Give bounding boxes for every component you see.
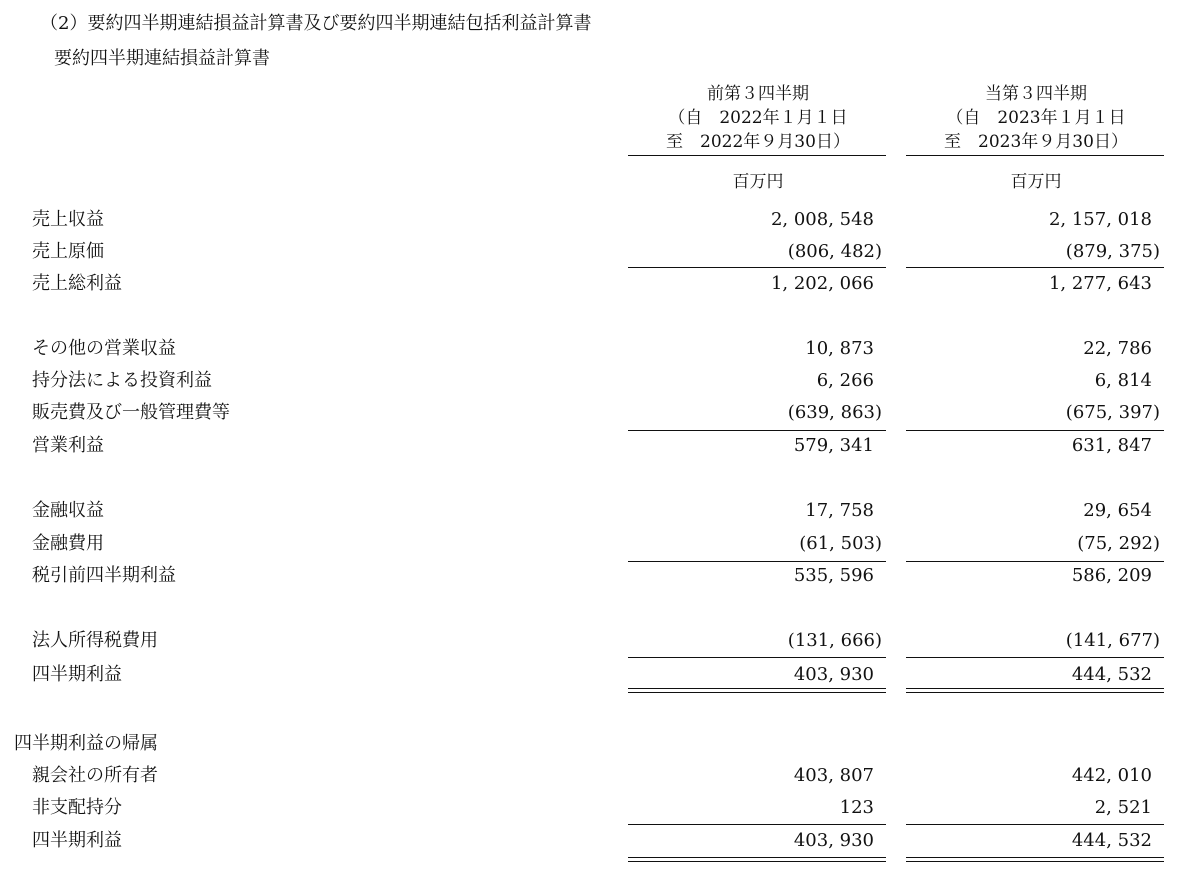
prev-period-value: 17, 758 xyxy=(805,500,874,521)
curr-period-value: 631, 847 xyxy=(1071,435,1152,456)
unit-label: 百万円 xyxy=(732,172,784,192)
prev-period-value: 1, 202, 066 xyxy=(770,273,874,294)
curr-period-value: (75, 292) xyxy=(1077,533,1160,554)
subtotal-rule xyxy=(628,430,886,431)
prev-period-value: (639, 863) xyxy=(787,402,882,423)
subtotal-rule xyxy=(628,657,886,658)
curr-period-value: 2, 157, 018 xyxy=(1048,209,1152,230)
curr-period-value: 444, 532 xyxy=(1071,830,1152,851)
row-label: 金融収益 xyxy=(32,500,104,521)
table-row xyxy=(0,269,1200,299)
subtotal-rule xyxy=(906,267,1164,268)
unit-label: 百万円 xyxy=(1010,172,1062,192)
prev-period-value: 403, 807 xyxy=(793,765,874,786)
row-label: 四半期利益の帰属 xyxy=(14,733,158,754)
table-row xyxy=(0,398,1200,428)
curr-period-value: 2, 521 xyxy=(1094,797,1152,818)
subtotal-rule xyxy=(628,267,886,268)
table-row xyxy=(0,237,1200,267)
subtotal-rule xyxy=(628,561,886,562)
row-label: 営業利益 xyxy=(32,435,104,456)
period-to: 至 2023年９月30日） xyxy=(944,132,1128,152)
prev-period-value: 123 xyxy=(839,797,874,818)
table-row xyxy=(0,761,1200,791)
prev-period-value: 403, 930 xyxy=(793,664,874,685)
prev-period-value: 10, 873 xyxy=(805,338,874,359)
row-label: 売上原価 xyxy=(32,241,104,262)
table-row xyxy=(0,431,1200,461)
row-label: 売上収益 xyxy=(32,209,104,230)
total-double-rule xyxy=(906,688,1164,693)
total-double-rule xyxy=(628,857,886,862)
row-label: 四半期利益 xyxy=(32,664,122,685)
row-label: その他の営業収益 xyxy=(32,338,176,359)
period-from: （自 2022年１月１日 xyxy=(668,108,848,128)
total-double-rule xyxy=(628,688,886,693)
prev-period-value: 2, 008, 548 xyxy=(770,209,874,230)
statement-subtitle: 要約四半期連結損益計算書 xyxy=(54,48,270,69)
row-label: 四半期利益 xyxy=(32,830,122,851)
row-label: 親会社の所有者 xyxy=(32,765,158,786)
table-row xyxy=(0,561,1200,591)
table-row xyxy=(0,205,1200,235)
curr-period-value: 586, 209 xyxy=(1071,565,1152,586)
row-label: 税引前四半期利益 xyxy=(32,565,176,586)
row-label: 非支配持分 xyxy=(32,797,122,818)
table-row xyxy=(0,529,1200,559)
subtotal-rule xyxy=(906,657,1164,658)
curr-period-value: (675, 397) xyxy=(1065,402,1160,423)
subtotal-rule xyxy=(906,561,1164,562)
column-title: 前第３四半期 xyxy=(707,84,809,104)
prev-period-value: 403, 930 xyxy=(793,830,874,851)
period-to: 至 2022年９月30日） xyxy=(666,132,850,152)
curr-period-value: 22, 786 xyxy=(1083,338,1152,359)
curr-period-value: (141, 677) xyxy=(1065,630,1160,651)
table-row xyxy=(0,496,1200,526)
table-row xyxy=(0,826,1200,856)
row-label: 法人所得税費用 xyxy=(32,630,158,651)
prev-period-value: (131, 666) xyxy=(787,630,882,651)
row-label: 持分法による投資利益 xyxy=(32,370,212,391)
table-row xyxy=(0,626,1200,656)
total-double-rule xyxy=(906,857,1164,862)
table-row xyxy=(0,334,1200,364)
table-row xyxy=(0,660,1200,690)
subtotal-rule xyxy=(628,824,886,825)
period-from: （自 2023年１月１日 xyxy=(946,108,1126,128)
table-row xyxy=(0,793,1200,823)
column-title: 当第３四半期 xyxy=(985,84,1087,104)
prev-period-value: 579, 341 xyxy=(793,435,874,456)
curr-period-value: (879, 375) xyxy=(1065,241,1160,262)
row-label: 販売費及び一般管理費等 xyxy=(32,402,230,423)
prev-period-value: (61, 503) xyxy=(799,533,882,554)
prev-period-value: (806, 482) xyxy=(787,241,882,262)
row-label: 金融費用 xyxy=(32,533,104,554)
curr-period-value: 444, 532 xyxy=(1071,664,1152,685)
curr-period-value: 442, 010 xyxy=(1071,765,1152,786)
subtotal-rule xyxy=(906,430,1164,431)
section-title: （2）要約四半期連結損益計算書及び要約四半期連結包括利益計算書 xyxy=(40,13,592,34)
curr-period-value: 1, 277, 643 xyxy=(1048,273,1152,294)
prev-period-value: 6, 266 xyxy=(816,370,874,391)
curr-period-value: 29, 654 xyxy=(1083,500,1152,521)
curr-period-value: 6, 814 xyxy=(1094,370,1152,391)
table-row xyxy=(0,366,1200,396)
subtotal-rule xyxy=(906,824,1164,825)
row-label: 売上総利益 xyxy=(32,273,122,294)
prev-period-value: 535, 596 xyxy=(793,565,874,586)
table-row xyxy=(0,729,1200,759)
